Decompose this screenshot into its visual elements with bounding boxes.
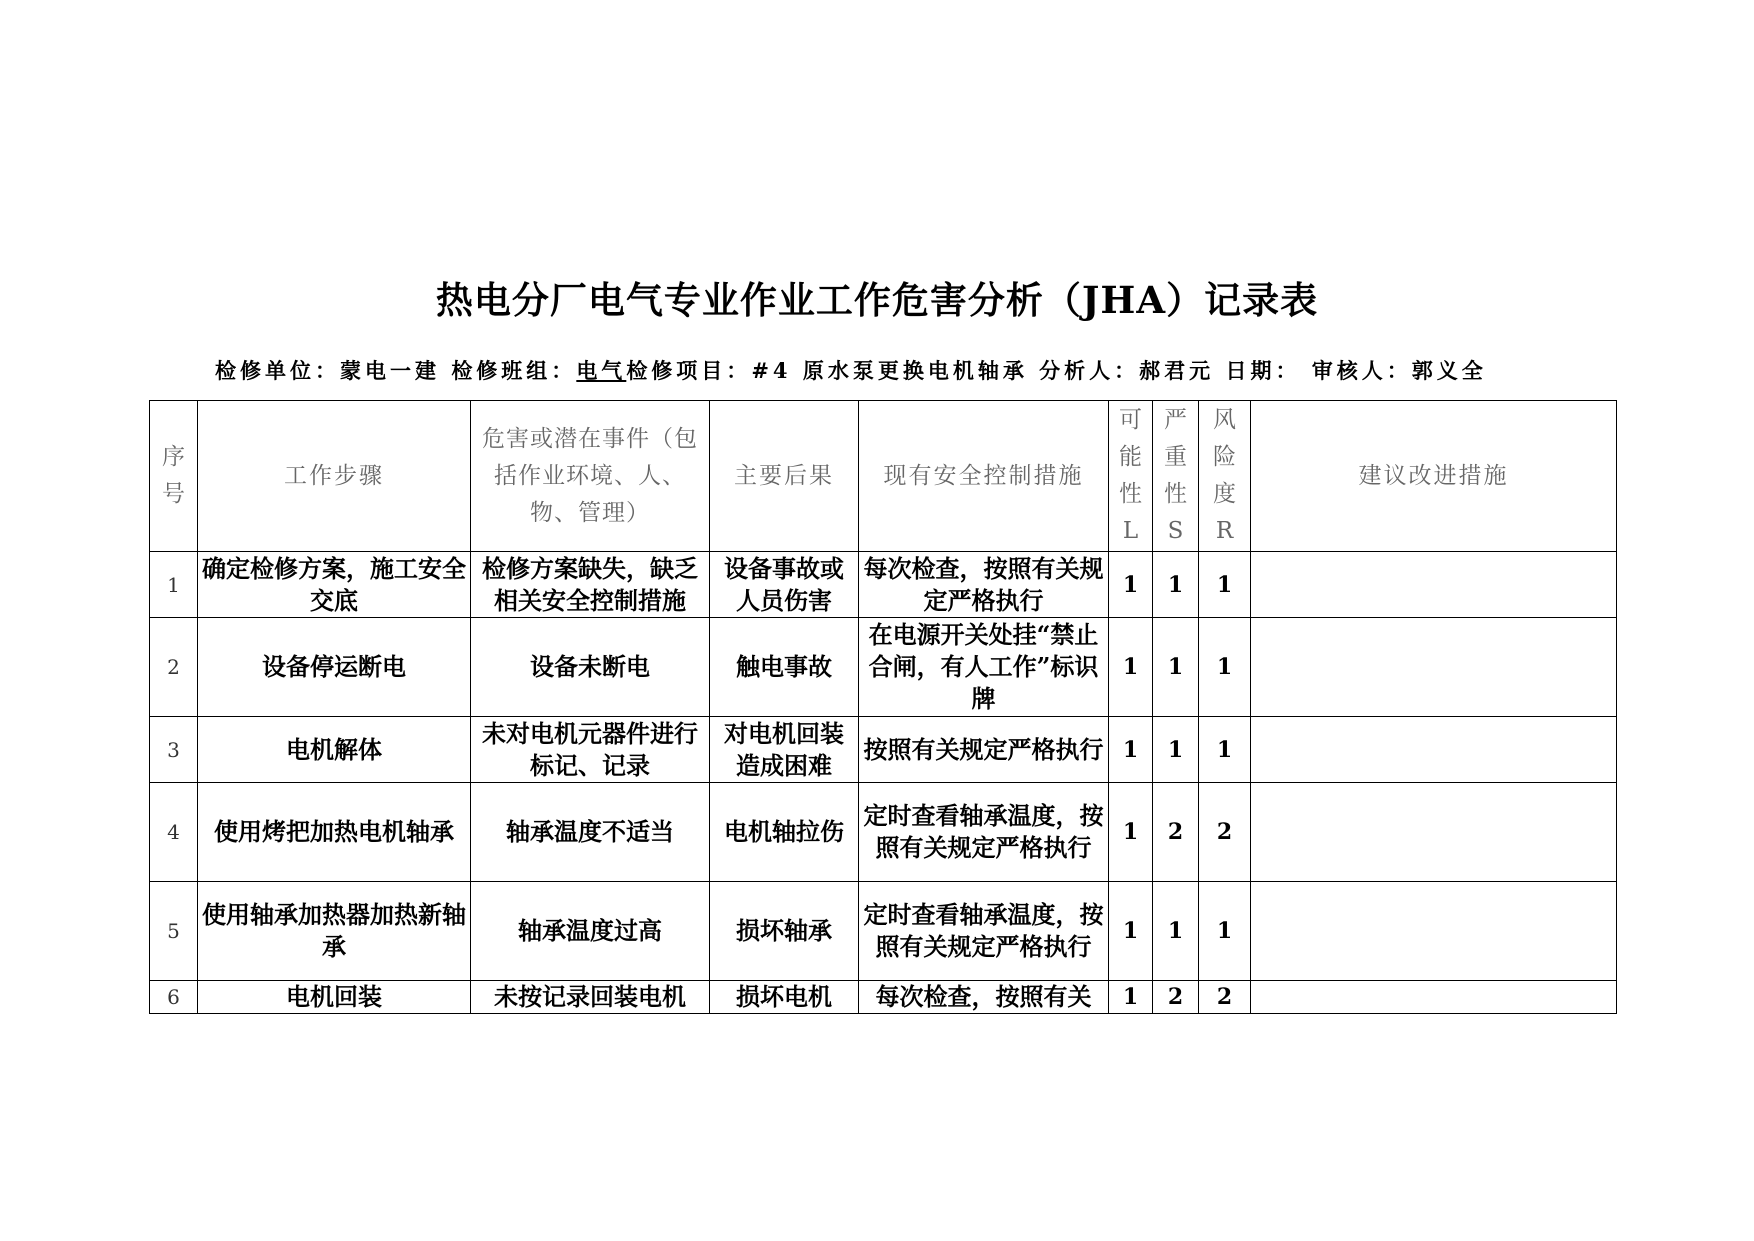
cell-consequence: 触电事故: [710, 618, 859, 717]
cell-risk: 2: [1199, 981, 1251, 1014]
table-row: [150, 618, 1617, 717]
cell-likelihood: 1: [1109, 783, 1153, 882]
reviewer-label: 审核人：: [1311, 358, 1412, 383]
table-row: [150, 552, 1617, 618]
project-value: #4 原水泵更换电机轴承: [751, 358, 1028, 383]
cell-severity: 2: [1153, 783, 1199, 882]
jha-table: [149, 400, 1617, 1014]
table-row: [150, 981, 1617, 1014]
cell-seq: 5: [150, 882, 198, 981]
header-step: 工作步骤: [198, 401, 471, 552]
cell-suggestion: [1251, 618, 1617, 717]
cell-hazard: 轴承温度不适当: [471, 783, 710, 882]
cell-risk: 1: [1199, 717, 1251, 783]
cell-likelihood: 1: [1109, 981, 1153, 1014]
team-label: 检修班组：: [451, 358, 577, 383]
cell-suggestion: [1251, 783, 1617, 882]
cell-likelihood: 1: [1109, 882, 1153, 981]
cell-severity: 1: [1153, 552, 1199, 618]
header-likelihood: 可能性L: [1109, 401, 1153, 552]
unit-value: 蒙电一建: [340, 358, 440, 383]
cell-consequence: 对电机回装造成困难: [710, 717, 859, 783]
cell-hazard: 设备未断电: [471, 618, 710, 717]
cell-step: 电机解体: [198, 717, 471, 783]
cell-suggestion: [1251, 717, 1617, 783]
form-meta-line: [215, 355, 1487, 385]
cell-control: 定时查看轴承温度，按照有关规定严格执行: [859, 882, 1109, 981]
cell-control: 每次检查，按照有关: [859, 981, 1109, 1014]
cell-consequence: 电机轴拉伤: [710, 783, 859, 882]
cell-suggestion: [1251, 981, 1617, 1014]
cell-likelihood: 1: [1109, 618, 1153, 717]
cell-consequence: 损坏轴承: [710, 882, 859, 981]
cell-control: 在电源开关处挂“禁止合闸，有人工作”标识牌: [859, 618, 1109, 717]
cell-consequence: 损坏电机: [710, 981, 859, 1014]
cell-consequence: 设备事故或人员伤害: [710, 552, 859, 618]
unit-label: 检修单位：: [215, 358, 340, 383]
table-header-row: [150, 401, 1617, 552]
cell-severity: 1: [1153, 618, 1199, 717]
cell-suggestion: [1251, 552, 1617, 618]
analyst-value: 郝君元: [1139, 358, 1215, 383]
header-hazard: 危害或潜在事件（包括作业环境、人、物、管理）: [471, 401, 710, 552]
cell-severity: 1: [1153, 882, 1199, 981]
cell-step: 确定检修方案，施工安全交底: [198, 552, 471, 618]
cell-step: 设备停运断电: [198, 618, 471, 717]
cell-hazard: 未按记录回装电机: [471, 981, 710, 1014]
page-title: 热电分厂电气专业作业工作危害分析（JHA）记录表: [435, 278, 1319, 322]
cell-seq: 2: [150, 618, 198, 717]
cell-seq: 1: [150, 552, 198, 618]
team-value: 电气: [576, 358, 627, 383]
cell-control: 按照有关规定严格执行: [859, 717, 1109, 783]
cell-step: 使用烤把加热电机轴承: [198, 783, 471, 882]
analyst-label: 分析人：: [1039, 358, 1140, 383]
cell-hazard: 未对电机元器件进行标记、记录: [471, 717, 710, 783]
header-control: 现有安全控制措施: [859, 401, 1109, 552]
header-severity: 严重性S: [1153, 401, 1199, 552]
cell-risk: 2: [1199, 783, 1251, 882]
header-seq: 序号: [150, 401, 198, 552]
header-consequence: 主要后果: [710, 401, 859, 552]
table-row: [150, 882, 1617, 981]
cell-severity: 2: [1153, 981, 1199, 1014]
header-suggestion: 建议改进措施: [1251, 401, 1617, 552]
cell-step: 电机回装: [198, 981, 471, 1014]
table-row: [150, 717, 1617, 783]
cell-suggestion: [1251, 882, 1617, 981]
cell-seq: 3: [150, 717, 198, 783]
cell-likelihood: 1: [1109, 552, 1153, 618]
cell-control: 每次检查，按照有关规定严格执行: [859, 552, 1109, 618]
cell-hazard: 轴承温度过高: [471, 882, 710, 981]
cell-risk: 1: [1199, 552, 1251, 618]
header-risk: 风险度R: [1199, 401, 1251, 552]
cell-risk: 1: [1199, 882, 1251, 981]
cell-likelihood: 1: [1109, 717, 1153, 783]
table-row: [150, 783, 1617, 882]
cell-seq: 6: [150, 981, 198, 1014]
date-label: 日期：: [1225, 358, 1301, 383]
cell-risk: 1: [1199, 618, 1251, 717]
cell-hazard: 检修方案缺失，缺乏相关安全控制措施: [471, 552, 710, 618]
cell-control: 定时查看轴承温度，按照有关规定严格执行: [859, 783, 1109, 882]
cell-severity: 1: [1153, 717, 1199, 783]
project-label: 检修项目：: [626, 358, 752, 383]
cell-step: 使用轴承加热器加热新轴承: [198, 882, 471, 981]
cell-seq: 4: [150, 783, 198, 882]
reviewer-value: 郭义全: [1411, 358, 1487, 383]
